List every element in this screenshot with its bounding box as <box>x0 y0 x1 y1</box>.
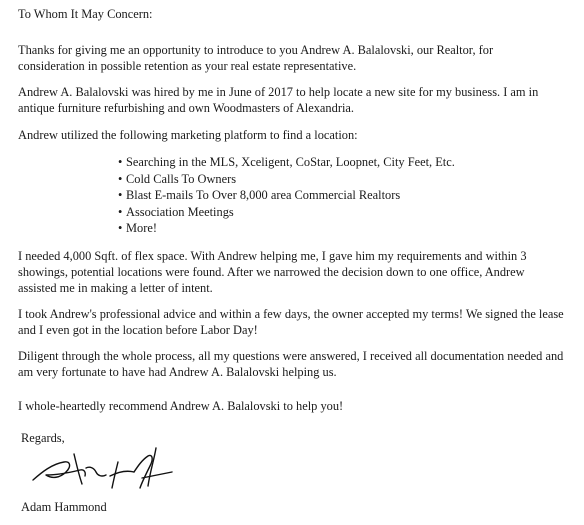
list-item: • More! <box>118 220 455 237</box>
recommendation-paragraph: I whole-heartedly recommend Andrew A. Balalovski to help you! <box>18 399 344 413</box>
diligence-paragraph-line-1: Diligent through the whole process, all my questions were answered, I received all documentation needed and <box>18 349 564 363</box>
signer-name: Adam Hammond <box>21 500 107 514</box>
requirements-paragraph-line-3: assisted me in making a letter of intent. <box>18 281 213 295</box>
list-item: • Cold Calls To Owners <box>118 171 455 188</box>
lease-paragraph-line-2: and I even got in the location before Labor Day! <box>18 323 258 337</box>
hiring-paragraph-line-2: antique furniture refurbishing and own Woodmasters of Alexandria. <box>18 101 354 115</box>
handwritten-signature <box>30 442 180 490</box>
intro-paragraph-line-2: consideration in possible retention as your real estate representative. <box>18 59 357 73</box>
marketing-list <box>118 154 455 237</box>
list-item: • Blast E-mails To Over 8,000 area Commercial Realtors <box>118 187 455 204</box>
requirements-paragraph-line-1: I needed 4,000 Sqft. of flex space. With Andrew helping me, I gave him my requirements and within 3 <box>18 249 527 263</box>
list-item: • Searching in the MLS, Xceligent, CoStar, Loopnet, City Feet, Etc. <box>118 154 455 171</box>
diligence-paragraph-line-2: am very fortunate to have had Andrew A. Balalovski helping us. <box>18 365 337 379</box>
requirements-paragraph-line-2: showings, potential locations were found. After we narrowed the decision down to one office, Andrew <box>18 265 525 279</box>
salutation: To Whom It May Concern: <box>18 7 153 21</box>
lease-paragraph-line-1: I took Andrew's professional advice and within a few days, the owner accepted my terms! We signed the lease <box>18 307 564 321</box>
closing: Regards, <box>21 431 65 445</box>
marketing-intro-paragraph: Andrew utilized the following marketing platform to find a location: <box>18 128 358 142</box>
intro-paragraph-line-1: Thanks for giving me an opportunity to introduce to you Andrew A. Balalovski, our Realtor, for <box>18 43 494 57</box>
list-item: • Association Meetings <box>118 204 455 221</box>
hiring-paragraph-line-1: Andrew A. Balalovski was hired by me in June of 2017 to help locate a new site for my business. I am in <box>18 85 539 99</box>
